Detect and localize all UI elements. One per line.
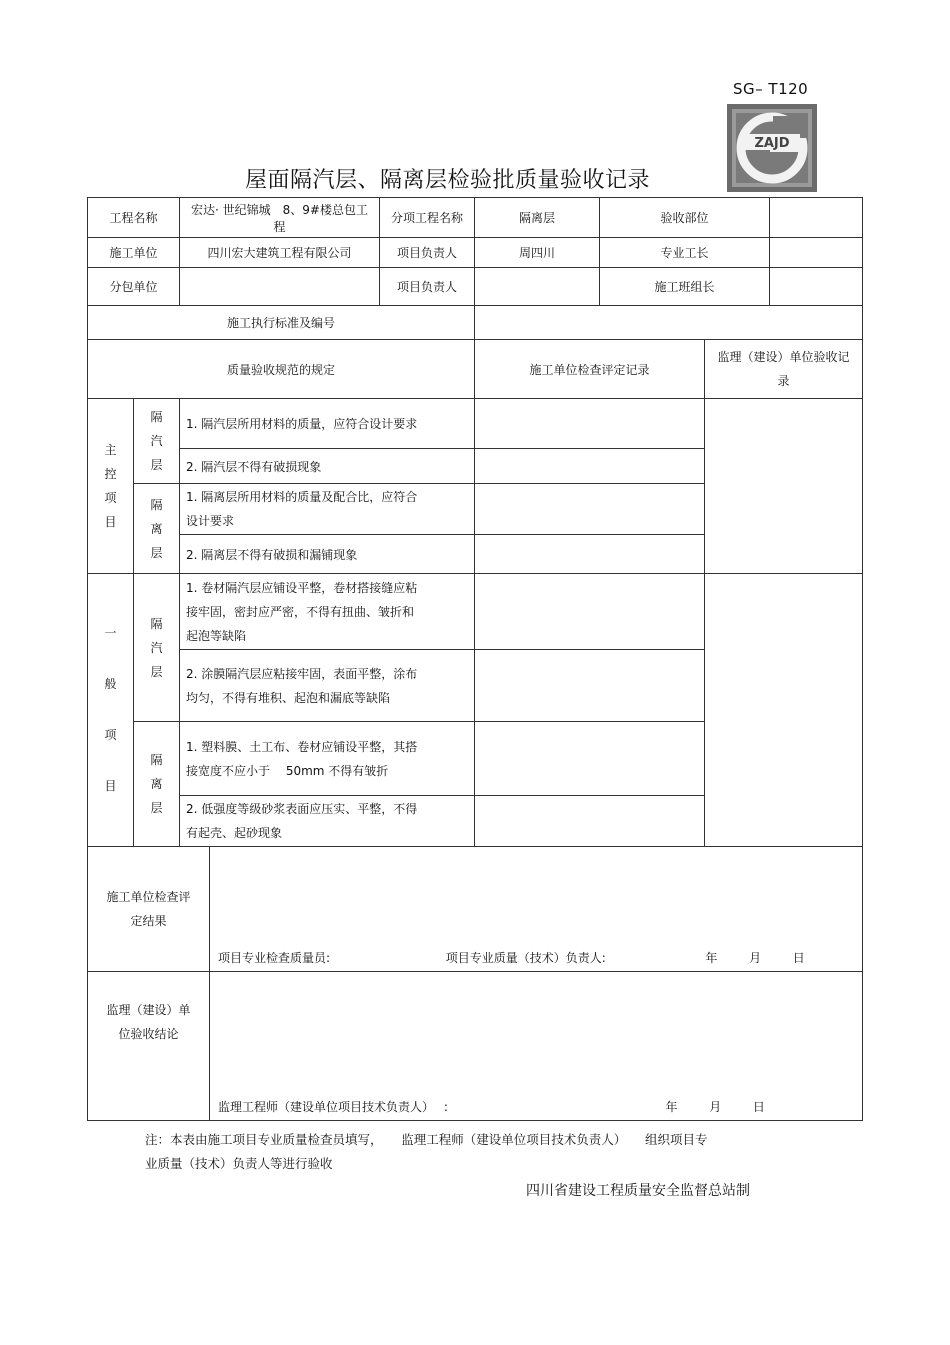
result-year: 年 xyxy=(705,951,718,965)
contractor-record-cell[interactable] xyxy=(475,484,705,535)
main-vapor-item-1: 1. 隔汽层所用材料的质量，应符合设计要求 xyxy=(180,399,475,449)
form-code: SG– T120 xyxy=(733,80,809,98)
footnote-line-1: 注：本表由施工项目专业质量检查员填写， 监理工程师（建设单位项目技术负责人） 组织项目专 xyxy=(145,1132,708,1147)
main-items-group-label: 主 控 项 目 xyxy=(88,399,134,574)
sub-manager-value[interactable] xyxy=(475,268,600,306)
supervisor-record-cell[interactable] xyxy=(705,574,863,847)
page-title: 屋面隔汽层、隔离层检验批质量验收记录 xyxy=(245,168,651,193)
contractor-label: 施工单位 xyxy=(88,238,180,268)
supervisor-result-signature-area[interactable] xyxy=(210,972,863,1121)
supervisor-signature-line xyxy=(218,1098,862,1115)
main-isolation-layer-label: 隔 离 层 xyxy=(134,484,180,574)
standard-value[interactable] xyxy=(475,306,863,340)
issuing-authority: 四川省建设工程质量安全监督总站制 xyxy=(526,1183,750,1199)
contractor-record-cell[interactable] xyxy=(475,796,705,847)
result-month: 月 xyxy=(749,951,762,965)
header-row-project xyxy=(88,198,863,238)
footnote xyxy=(145,1128,825,1176)
supervisor-record-cell[interactable] xyxy=(705,399,863,574)
sub-manager-label: 项目负责人 xyxy=(380,268,475,306)
general-vapor-layer-label: 隔 汽 层 xyxy=(134,574,180,722)
conclusion-month: 月 xyxy=(709,1100,722,1114)
acceptance-part-value[interactable] xyxy=(770,198,863,238)
table-row xyxy=(88,574,863,650)
team-leader-value[interactable] xyxy=(770,268,863,306)
project-manager-value[interactable]: 周四川 xyxy=(475,238,600,268)
main-vapor-layer-label: 隔 汽 层 xyxy=(134,399,180,484)
general-isolation-layer-label: 隔 离 层 xyxy=(134,722,180,847)
zajd-g-seal-logo-icon xyxy=(727,104,817,192)
contractor-record-cell[interactable] xyxy=(475,722,705,796)
tech-lead-label: 项目专业质量（技术）负责人: xyxy=(445,951,606,965)
subcontractor-label: 分包单位 xyxy=(88,268,180,306)
sub-project-label: 分项工程名称 xyxy=(380,198,475,238)
sub-project-value[interactable]: 隔离层 xyxy=(475,198,600,238)
contractor-result-row xyxy=(88,847,863,972)
inspector-label: 项目专业检查质量员: xyxy=(218,951,331,965)
contractor-record-cell[interactable] xyxy=(475,449,705,484)
standard-label: 施工执行标准及编号 xyxy=(88,306,475,340)
contractor-record-cell[interactable] xyxy=(475,535,705,574)
contractor-result-label: 施工单位检查评 定结果 xyxy=(88,847,210,972)
supervisor-record-column-header xyxy=(705,340,863,399)
supervisor-record-header-line-2: 录 xyxy=(777,374,790,388)
project-manager-label: 项目负责人 xyxy=(380,238,475,268)
conclusion-day: 日 xyxy=(752,1100,765,1114)
header-row-subcontractor xyxy=(88,268,863,306)
supervisor-record-header-line-1: 监理（建设）单位验收记 xyxy=(717,350,850,364)
contractor-record-cell[interactable] xyxy=(475,399,705,449)
column-header-row xyxy=(88,340,863,399)
foreman-label: 专业工长 xyxy=(600,238,770,268)
header-row-standard xyxy=(88,306,863,340)
zajd-seal-logo xyxy=(727,104,817,192)
supervisor-result-row xyxy=(88,972,863,1121)
contractor-value[interactable]: 四川宏大建筑工程有限公司 xyxy=(180,238,380,268)
project-name-label: 工程名称 xyxy=(88,198,180,238)
general-isolation-item-1: 1. 塑料膜、土工布、卷材应铺设平整，其搭 接宽度不应小于 50mm 不得有皱折 xyxy=(180,722,475,796)
supervisor-result-label: 监理（建设）单 位验收结论 xyxy=(88,972,210,1121)
contractor-result-signature-area[interactable] xyxy=(210,847,863,972)
contractor-record-column-header: 施工单位检查评定记录 xyxy=(475,340,705,399)
general-items-group-label: 一 般 项 目 xyxy=(88,574,134,847)
subcontractor-value[interactable] xyxy=(180,268,380,306)
general-vapor-item-2: 2. 涂膜隔汽层应粘接牢固，表面平整，涂布 均匀，不得有堆积、起泡和漏底等缺陷 xyxy=(180,650,475,722)
acceptance-part-label: 验收部位 xyxy=(600,198,770,238)
main-vapor-item-2: 2. 隔汽层不得有破损现象 xyxy=(180,449,475,484)
result-day: 日 xyxy=(792,951,805,965)
footnote-line-2: 业质量（技术）负责人等进行验收 xyxy=(145,1156,333,1171)
project-name-value[interactable]: 宏达· 世纪锦城 8、9#楼总包工程 xyxy=(180,198,380,238)
conclusion-year: 年 xyxy=(665,1100,678,1114)
spec-column-header: 质量验收规范的规定 xyxy=(88,340,475,399)
general-vapor-item-1: 1. 卷材隔汽层应铺设平整，卷材搭接缝应粘 接牢固，密封应严密，不得有扭曲、皱折和 起泡等缺陷 xyxy=(180,574,475,650)
contractor-signature-line xyxy=(218,949,862,966)
team-leader-label: 施工班组长 xyxy=(600,268,770,306)
inspection-record-table xyxy=(87,197,863,1121)
main-isolation-item-2: 2. 隔离层不得有破损和漏铺现象 xyxy=(180,535,475,574)
general-isolation-item-2: 2. 低强度等级砂浆表面应压实、平整，不得 有起壳、起砂现象 xyxy=(180,796,475,847)
header-row-contractor xyxy=(88,238,863,268)
contractor-record-cell[interactable] xyxy=(475,574,705,650)
engineer-label: 监理工程师（建设单位项目技术负责人） : xyxy=(218,1100,448,1114)
table-row xyxy=(88,399,863,449)
main-isolation-item-1: 1. 隔离层所用材料的质量及配合比，应符合 设计要求 xyxy=(180,484,475,535)
contractor-record-cell[interactable] xyxy=(475,650,705,722)
foreman-value[interactable] xyxy=(770,238,863,268)
svg-text:ZAJD: ZAJD xyxy=(754,136,790,151)
